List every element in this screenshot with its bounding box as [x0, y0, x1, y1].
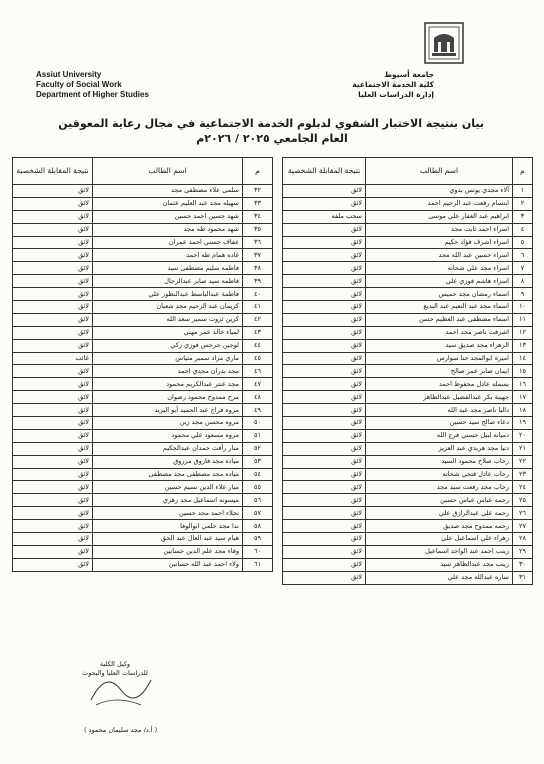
table-row: [13, 520, 273, 533]
interview-result: لائق: [283, 558, 366, 571]
row-number: ٣٦: [243, 236, 273, 249]
row-number: ١٥: [513, 365, 533, 378]
interview-result: لائق: [13, 326, 93, 339]
row-number: ٦٠: [243, 545, 273, 558]
table-row: [13, 494, 273, 507]
table-row: [283, 365, 533, 378]
interview-result: لائق: [283, 545, 366, 558]
student-name: ماري مراد سمير متياس: [93, 352, 243, 365]
university-name-ar: جامعة أسيوط: [384, 70, 434, 79]
student-name: شهد محمود طه مجد: [93, 223, 243, 236]
column-header-num: م: [243, 158, 273, 185]
department-name-en: Department of Higher Studies: [36, 90, 149, 99]
column-header-result: نتيجة المقابلة الشخصية: [283, 158, 366, 185]
student-name: منار رأفت حمدان عبدالحكيم: [93, 442, 243, 455]
row-number: ٢٢: [513, 455, 533, 468]
table-row: [283, 507, 533, 520]
student-name: عفاف حسني احمد عمران: [93, 236, 243, 249]
column-header-name: اسم الطالب: [366, 158, 513, 185]
table-row: [13, 558, 273, 571]
interview-result: لائق: [13, 545, 93, 558]
table-row: [283, 249, 533, 262]
student-name: ميسونه اسماعيل مجد زهري: [93, 494, 243, 507]
faculty-name-en: Faculty of Social Work: [36, 80, 122, 89]
signature-title-2: للدراسات العليا والبحوث: [82, 669, 148, 677]
table-row: [283, 210, 533, 223]
row-number: ٢٤: [513, 481, 533, 494]
interview-result: لائق: [283, 249, 366, 262]
interview-result: لائق: [283, 223, 366, 236]
interview-result: لائق: [13, 365, 93, 378]
table-row: [283, 197, 533, 210]
signature-title-1: وكيل الكلية: [99, 660, 131, 668]
results-table-left: [12, 157, 273, 572]
interview-result: لائق: [283, 404, 366, 417]
interview-result: لائق: [13, 262, 93, 275]
student-name: الزهراء مجد صديق سيد: [366, 339, 513, 352]
title-line-1: بيان بنتيجة الاختبار الشفوي لدبلوم الخدمة الاجتماعية في مجال رعاية المعوقين: [58, 117, 484, 130]
interview-result: لائق: [13, 223, 93, 236]
interview-result: لائق: [13, 520, 93, 533]
student-name: اسراء احمد ثابت مجد: [366, 223, 513, 236]
interview-result: لائق: [13, 236, 93, 249]
table-row: [283, 468, 533, 481]
table-row: [13, 262, 273, 275]
interview-result: لائق: [13, 442, 93, 455]
student-name: آلاء مجدي يونس بدوي: [366, 185, 513, 198]
row-number: ٢٨: [513, 533, 533, 546]
table-row: [283, 429, 533, 442]
row-number: ٣١: [513, 571, 533, 584]
row-number: ٣٥: [243, 223, 273, 236]
interview-result: لائق: [283, 326, 366, 339]
student-name: اسماء مجد عبد النعيم عبد البديع: [366, 301, 513, 314]
row-number: ٢٠: [513, 429, 533, 442]
interview-result: لائق: [13, 429, 93, 442]
student-name: كريمان عبد الرحيم مجد شعبان: [93, 301, 243, 314]
student-name: بسمله عادل محفوظ احمد: [366, 378, 513, 391]
table-row: [283, 223, 533, 236]
table-row: [13, 210, 273, 223]
table-row: [13, 339, 273, 352]
interview-result: لائق: [283, 275, 366, 288]
student-name: مروه محسن مجد زين: [93, 417, 243, 430]
row-number: ٥٣: [243, 455, 273, 468]
title-line-2: العام الجامعي ٢٠٢٥ / ٢٠٢٦م: [196, 132, 348, 145]
faculty-name-ar: كلية الخدمة الاجتماعية: [352, 80, 434, 89]
student-name: اسماء مصطفى عبد العظيم حسن: [366, 313, 513, 326]
student-name: ولاء احمد عبد الله حسانين: [93, 558, 243, 571]
interview-result: لائق: [283, 391, 366, 404]
table-row: [283, 545, 533, 558]
interview-result: لائق: [283, 507, 366, 520]
interview-result: لائق: [283, 520, 366, 533]
student-name: مياده مجد فاروق مرزوق: [93, 455, 243, 468]
row-number: ٢٩: [513, 545, 533, 558]
row-number: ٤٩: [243, 404, 273, 417]
row-number: ٣٠: [513, 558, 533, 571]
english-header: [36, 70, 149, 100]
row-number: ٥١: [243, 429, 273, 442]
row-number: ٣٨: [243, 262, 273, 275]
student-name: رحمه عباس عباس حسين: [366, 494, 513, 507]
row-number: ٦١: [243, 558, 273, 571]
student-name: مجد بدران مجدي احمد: [93, 365, 243, 378]
interview-result: لائق: [283, 262, 366, 275]
table-row: [283, 313, 533, 326]
table-row: [13, 442, 273, 455]
interview-result: لائق: [13, 275, 93, 288]
row-number: ١٧: [513, 391, 533, 404]
table-row: [13, 429, 273, 442]
interview-result: لائق: [283, 288, 366, 301]
student-name: رحمه علي عبدالرازق علي: [366, 507, 513, 520]
table-row: [283, 262, 533, 275]
interview-result: لائق: [283, 481, 366, 494]
table-row: [283, 404, 533, 417]
row-number: ١٨: [513, 404, 533, 417]
student-name: دميانه لبيل حسني فرج الله: [366, 429, 513, 442]
table-row: [13, 378, 273, 391]
table-row: [283, 571, 533, 584]
table-row: [283, 442, 533, 455]
table-row: [13, 249, 273, 262]
student-name: ابراهيم عبد الغفار علي موسى: [366, 210, 513, 223]
table-row: [13, 236, 273, 249]
row-number: ٥٩: [243, 533, 273, 546]
student-name: اسراء هاشم فوزي علي: [366, 275, 513, 288]
student-name: جهينة بكر عبدالفضيل عبدالظاهر: [366, 391, 513, 404]
student-name: ابتسام رفعت عبد الرحيم احمد: [366, 197, 513, 210]
interview-result: لائق: [13, 301, 93, 314]
row-number: ٦: [513, 249, 533, 262]
student-name: دعاء صالح سيد حسين: [366, 417, 513, 430]
student-name: ساره عبدالله مجد علي: [366, 571, 513, 584]
student-name: زهراء علي اسماعيل علي: [366, 533, 513, 546]
interview-result: لائق: [13, 417, 93, 430]
interview-result: غائب: [13, 352, 93, 365]
interview-result: سحب ملفه: [283, 210, 366, 223]
interview-result: لائق: [283, 301, 366, 314]
student-name: مياده مجد مصطفى مجد مصطفى: [93, 468, 243, 481]
row-number: ٣٧: [243, 249, 273, 262]
row-number: ١٩: [513, 417, 533, 430]
interview-result: لائق: [13, 249, 93, 262]
row-number: ٧: [513, 262, 533, 275]
interview-result: لائق: [13, 481, 93, 494]
interview-result: لائق: [13, 507, 93, 520]
table-row: [283, 236, 533, 249]
row-number: ٢٧: [513, 520, 533, 533]
table-row: [13, 391, 273, 404]
column-header-name: اسم الطالب: [93, 158, 243, 185]
university-logo: [424, 22, 464, 64]
table-row: [283, 481, 533, 494]
row-number: ٢: [513, 197, 533, 210]
student-name: اشرقت ناصر مجد احمد: [366, 326, 513, 339]
row-number: ٤٤: [243, 339, 273, 352]
student-name: مروه مسعود علي محمود: [93, 429, 243, 442]
arabic-header: [352, 70, 434, 100]
interview-result: لائق: [283, 442, 366, 455]
table-row: [13, 468, 273, 481]
interview-result: لائق: [13, 533, 93, 546]
student-name: رحاب مجد رفعت سيد مجد: [366, 481, 513, 494]
table-row: [13, 185, 273, 198]
interview-result: لائق: [13, 468, 93, 481]
interview-result: لائق: [283, 365, 366, 378]
row-number: ٤٧: [243, 378, 273, 391]
table-row: [13, 455, 273, 468]
interview-result: لائق: [13, 185, 93, 198]
table-row: [283, 301, 533, 314]
interview-result: لائق: [13, 210, 93, 223]
table-row: [283, 339, 533, 352]
row-number: ١٤: [513, 352, 533, 365]
table-row: [283, 275, 533, 288]
table-row: [13, 352, 273, 365]
document-title: [60, 116, 484, 146]
row-number: ٨: [513, 275, 533, 288]
row-number: ٥٤: [243, 468, 273, 481]
interview-result: لائق: [283, 313, 366, 326]
student-name: رحاب عادل فتحي شحاته: [366, 468, 513, 481]
column-header-num: م: [513, 158, 533, 185]
interview-result: لائق: [13, 288, 93, 301]
table-row: [283, 185, 533, 198]
row-number: ٤٢: [243, 313, 273, 326]
row-number: ٣: [513, 210, 533, 223]
interview-result: لائق: [283, 533, 366, 546]
student-name: اسماء رمضان مجد خميس: [366, 288, 513, 301]
student-name: مروه فراج عبد الحميد أبو اليزيد: [93, 404, 243, 417]
row-number: ١: [513, 185, 533, 198]
student-name: كرين ثروت سمير سعد الله: [93, 313, 243, 326]
student-name: فاطمه سيد صابر عبدالرجال: [93, 275, 243, 288]
student-name: هيام سيد عبد العال عبد الحق: [93, 533, 243, 546]
table-header-row: [283, 158, 533, 185]
table-row: [13, 197, 273, 210]
table-row: [283, 288, 533, 301]
table-row: [283, 378, 533, 391]
table-row: [283, 533, 533, 546]
interview-result: لائق: [283, 378, 366, 391]
student-name: سلمى علاء مصطفى مجد: [93, 185, 243, 198]
interview-result: لائق: [283, 352, 366, 365]
row-number: ٥٧: [243, 507, 273, 520]
signature-block: [70, 660, 160, 678]
interview-result: لائق: [283, 494, 366, 507]
student-name: اميرة ابوالمجد حنا سوارس: [366, 352, 513, 365]
table-row: [13, 288, 273, 301]
row-number: ١٠: [513, 301, 533, 314]
row-number: ٣٩: [243, 275, 273, 288]
interview-result: لائق: [13, 391, 93, 404]
interview-result: لائق: [13, 197, 93, 210]
row-number: ٢٥: [513, 494, 533, 507]
signatory-name: ( أ.د/ مجد سليمان محمود ): [84, 726, 158, 734]
row-number: ٥٢: [243, 442, 273, 455]
interview-result: لائق: [283, 185, 366, 198]
university-name-en: Assiut University: [36, 70, 102, 79]
row-number: ٢٣: [513, 468, 533, 481]
row-number: ١١: [513, 313, 533, 326]
interview-result: لائق: [283, 236, 366, 249]
row-number: ٤٦: [243, 365, 273, 378]
student-name: نجلاء احمد مجد حسين: [93, 507, 243, 520]
interview-result: لائق: [283, 339, 366, 352]
table-row: [13, 275, 273, 288]
student-name: زينب مجد عبدالظاهر سيد: [366, 558, 513, 571]
row-number: ٤٨: [243, 391, 273, 404]
column-header-result: نتيجة المقابلة الشخصية: [13, 158, 93, 185]
student-name: اسراء مجد علي شحاته: [366, 262, 513, 275]
row-number: ٤١: [243, 301, 273, 314]
row-number: ٥٠: [243, 417, 273, 430]
row-number: ٢٦: [513, 507, 533, 520]
row-number: ٥٦: [243, 494, 273, 507]
table-row: [283, 494, 533, 507]
student-name: اسراء حسين عبد الله مجد: [366, 249, 513, 262]
table-row: [13, 404, 273, 417]
row-number: ٥٨: [243, 520, 273, 533]
row-number: ٣٢: [243, 185, 273, 198]
student-name: غاده همام طه احمد: [93, 249, 243, 262]
table-row: [13, 545, 273, 558]
student-name: لمياء خالد عمر مهني: [93, 326, 243, 339]
table-row: [283, 417, 533, 430]
table-row: [13, 365, 273, 378]
table-row: [13, 223, 273, 236]
table-row: [13, 326, 273, 339]
table-row: [13, 507, 273, 520]
student-name: مرح ممدوح محمود رضوان: [93, 391, 243, 404]
student-name: سهيله مجد عبد العليم عثمان: [93, 197, 243, 210]
student-name: شهد حسين احمد حسين: [93, 210, 243, 223]
student-name: فاطمة عبدالباسط عبدالنظور علي: [93, 288, 243, 301]
interview-result: لائق: [283, 455, 366, 468]
interview-result: لائق: [283, 468, 366, 481]
row-number: ٤: [513, 223, 533, 236]
student-name: دنيا مجد هريدي عبد العزيز: [366, 442, 513, 455]
department-name-ar: إدارة الدراسات العليا: [358, 90, 434, 99]
interview-result: لائق: [13, 404, 93, 417]
row-number: ٤٠: [243, 288, 273, 301]
student-name: ميار علاء الدين نسيم حسين: [93, 481, 243, 494]
interview-result: لائق: [283, 429, 366, 442]
table-row: [283, 520, 533, 533]
interview-result: لائق: [13, 378, 93, 391]
row-number: ٤٣: [243, 326, 273, 339]
interview-result: لائق: [283, 417, 366, 430]
interview-result: لائق: [13, 313, 93, 326]
row-number: ٣٤: [243, 210, 273, 223]
student-name: وفاء مجد علم الدين حسانين: [93, 545, 243, 558]
row-number: ٩: [513, 288, 533, 301]
student-name: رحمه ممدوح مجد صديق: [366, 520, 513, 533]
table-row: [13, 481, 273, 494]
table-row: [283, 455, 533, 468]
row-number: ٣٣: [243, 197, 273, 210]
row-number: ٥: [513, 236, 533, 249]
student-name: داليا ناصر مجد عبد الله: [366, 404, 513, 417]
table-row: [283, 391, 533, 404]
table-row: [283, 558, 533, 571]
table-row: [13, 301, 273, 314]
student-name: فاطمه سليم مصطفى سيد: [93, 262, 243, 275]
row-number: ١٢: [513, 326, 533, 339]
row-number: ٢١: [513, 442, 533, 455]
table-row: [283, 352, 533, 365]
row-number: ٥٥: [243, 481, 273, 494]
results-table-right: [282, 157, 533, 585]
student-name: زينب احمد عبد الواحد اسماعيل: [366, 545, 513, 558]
interview-result: لائق: [283, 197, 366, 210]
student-name: رحاب صلاح محمود السيد: [366, 455, 513, 468]
row-number: ١٣: [513, 339, 533, 352]
row-number: ٤٥: [243, 352, 273, 365]
table-header-row: [13, 158, 273, 185]
row-number: ١٦: [513, 378, 533, 391]
student-name: ندا مجد حلمي ابوالوفا: [93, 520, 243, 533]
table-row: [13, 417, 273, 430]
interview-result: لائق: [13, 494, 93, 507]
table-row: [13, 313, 273, 326]
table-row: [283, 326, 533, 339]
student-name: لوجين جرجس فوزي زكي: [93, 339, 243, 352]
table-row: [13, 533, 273, 546]
interview-result: لائق: [13, 558, 93, 571]
student-name: اسراء اشرف فؤاد حكيم: [366, 236, 513, 249]
interview-result: لائق: [283, 571, 366, 584]
interview-result: لائق: [13, 455, 93, 468]
interview-result: لائق: [13, 339, 93, 352]
student-name: مجد عنتر عبدالكريم محمود: [93, 378, 243, 391]
student-name: ايمان صابر عمر صالح: [366, 365, 513, 378]
